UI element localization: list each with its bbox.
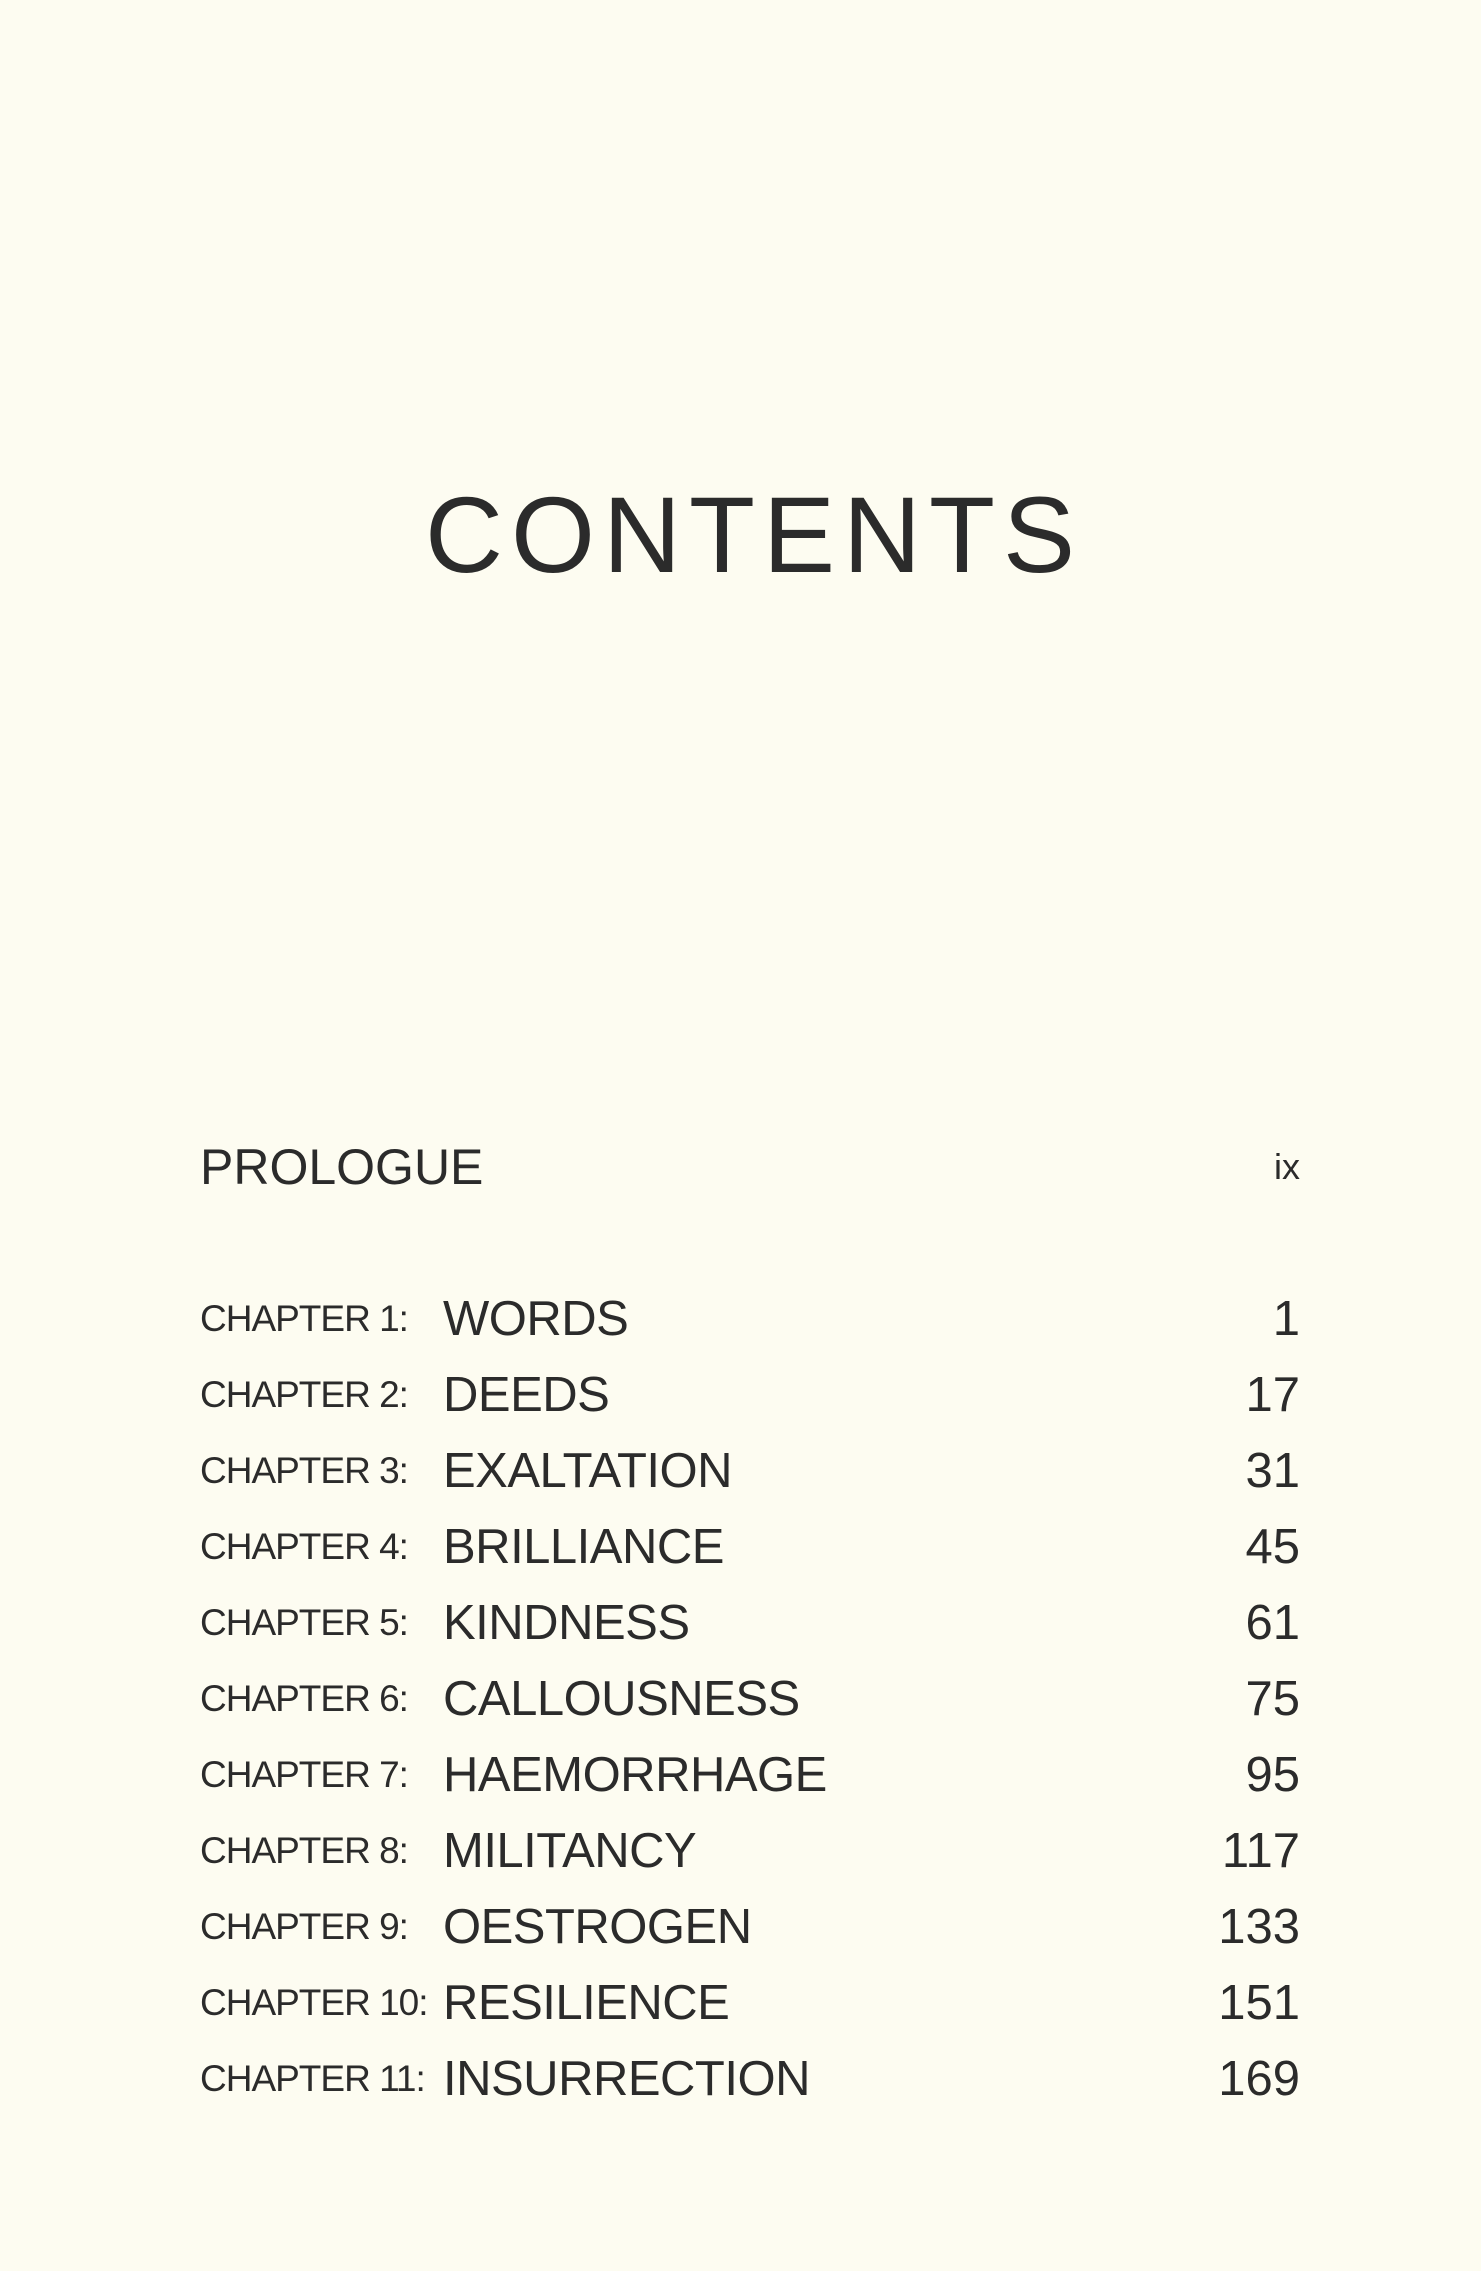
chapter-title: OESTROGEN <box>443 1900 752 1954</box>
toc-entry <box>200 1509 1300 1585</box>
chapter-title: RESILIENCE <box>443 1976 730 2030</box>
chapter-label: CHAPTER 11: <box>200 2058 425 2099</box>
page-number: 61 <box>1245 1596 1300 1650</box>
page-title: CONTENTS <box>425 474 1083 595</box>
toc-entry <box>200 1433 1300 1509</box>
chapter-label: CHAPTER 8: <box>200 1830 408 1871</box>
chapter-label: CHAPTER 3: <box>200 1450 408 1491</box>
page-number: 133 <box>1218 1900 1300 1954</box>
toc-entry <box>200 1585 1300 1661</box>
page-number: 117 <box>1221 1824 1300 1878</box>
chapter-title: CALLOUSNESS <box>443 1672 800 1726</box>
toc-entry <box>200 1813 1300 1889</box>
page-number: 75 <box>1245 1672 1300 1726</box>
chapter-title: HAEMORRHAGE <box>443 1748 827 1802</box>
chapter-label: CHAPTER 4: <box>200 1526 408 1567</box>
toc-entry <box>200 1357 1300 1433</box>
toc-entry <box>200 1737 1300 1813</box>
page-number: 151 <box>1218 1976 1300 2030</box>
chapter-label: CHAPTER 10: <box>200 1982 428 2023</box>
page-number: 1 <box>1272 1292 1300 1346</box>
chapter-label: CHAPTER 5: <box>200 1602 408 1643</box>
toc-entry <box>200 1889 1300 1965</box>
chapter-title: KINDNESS <box>443 1596 690 1650</box>
toc-entry <box>200 2041 1300 2117</box>
chapter-title: DEEDS <box>443 1368 610 1422</box>
chapter-label: CHAPTER 6: <box>200 1678 408 1719</box>
chapter-title: WORDS <box>443 1292 629 1346</box>
chapter-title: MILITANCY <box>443 1824 697 1878</box>
toc-entry <box>200 1281 1300 1357</box>
page-number: 169 <box>1218 2052 1300 2106</box>
page-number: 95 <box>1245 1748 1300 1802</box>
chapter-title: INSURRECTION <box>443 2052 810 2106</box>
toc-entry-prologue <box>200 1129 1300 1205</box>
page-number: 17 <box>1245 1368 1300 1422</box>
chapter-label: CHAPTER 9: <box>200 1906 408 1947</box>
page-number: ix <box>1274 1146 1300 1187</box>
toc-entry <box>200 1661 1300 1737</box>
chapter-title: EXALTATION <box>443 1444 733 1498</box>
chapter-title: BRILLIANCE <box>443 1520 724 1574</box>
chapter-label: CHAPTER 2: <box>200 1374 408 1415</box>
page-number: 45 <box>1245 1520 1300 1574</box>
chapter-label: CHAPTER 1: <box>200 1298 408 1339</box>
toc-entry <box>200 1965 1300 2041</box>
page-number: 31 <box>1245 1444 1300 1498</box>
entry-title: PROLOGUE <box>200 1139 484 1195</box>
chapter-label: CHAPTER 7: <box>200 1754 408 1795</box>
chapter-list <box>200 1281 1300 2117</box>
